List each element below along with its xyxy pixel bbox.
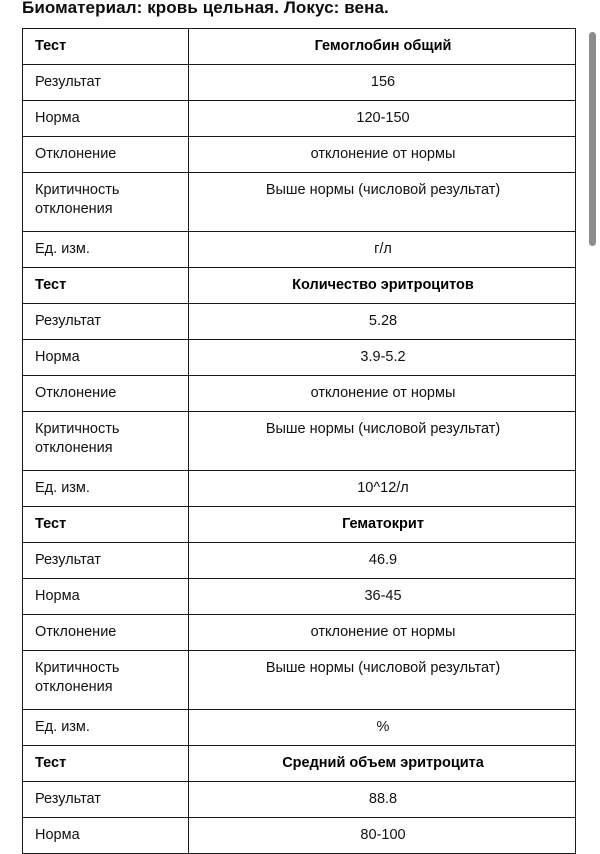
norm-value: 36-45 bbox=[189, 579, 576, 615]
row-label-criticality: Критичность отклонения bbox=[23, 651, 189, 710]
result-value: 88.8 bbox=[189, 782, 576, 818]
row-label-deviation: Отклонение bbox=[23, 376, 189, 412]
table-row bbox=[23, 507, 576, 543]
table-row bbox=[23, 101, 576, 137]
row-label-result: Результат bbox=[23, 782, 189, 818]
table-row bbox=[23, 471, 576, 507]
table-row bbox=[23, 651, 576, 710]
row-label-test: Тест bbox=[23, 507, 189, 543]
vertical-scrollbar[interactable] bbox=[586, 0, 600, 774]
result-value: 5.28 bbox=[189, 304, 576, 340]
row-label-test: Тест bbox=[23, 746, 189, 782]
table-row bbox=[23, 29, 576, 65]
table-row bbox=[23, 710, 576, 746]
row-label-criticality: Критичность отклонения bbox=[23, 412, 189, 471]
table-row bbox=[23, 232, 576, 268]
row-label-deviation: Отклонение bbox=[23, 137, 189, 173]
test-name-value: Средний объем эритроцита bbox=[189, 746, 576, 782]
row-label-norm: Норма bbox=[23, 340, 189, 376]
unit-value: % bbox=[189, 710, 576, 746]
criticality-value: Выше нормы (числовой результат) bbox=[189, 173, 576, 232]
table-row bbox=[23, 340, 576, 376]
row-label-norm: Норма bbox=[23, 818, 189, 854]
table-row bbox=[23, 376, 576, 412]
row-label-result: Результат bbox=[23, 543, 189, 579]
deviation-value: отклонение от нормы bbox=[189, 615, 576, 651]
unit-value: 10^12/л bbox=[189, 471, 576, 507]
table-row bbox=[23, 173, 576, 232]
table-row bbox=[23, 818, 576, 854]
lab-results-body bbox=[23, 29, 576, 854]
row-label-result: Результат bbox=[23, 65, 189, 101]
norm-value: 120-150 bbox=[189, 101, 576, 137]
table-row bbox=[23, 746, 576, 782]
table-row bbox=[23, 65, 576, 101]
table-row bbox=[23, 782, 576, 818]
norm-value: 80-100 bbox=[189, 818, 576, 854]
criticality-value: Выше нормы (числовой результат) bbox=[189, 651, 576, 710]
result-value: 46.9 bbox=[189, 543, 576, 579]
row-label-unit: Ед. изм. bbox=[23, 232, 189, 268]
result-value: 156 bbox=[189, 65, 576, 101]
row-label-result: Результат bbox=[23, 304, 189, 340]
row-label-unit: Ед. изм. bbox=[23, 710, 189, 746]
table-row bbox=[23, 412, 576, 471]
test-name-value: Гематокрит bbox=[189, 507, 576, 543]
table-row bbox=[23, 137, 576, 173]
row-label-norm: Норма bbox=[23, 579, 189, 615]
row-label-norm: Норма bbox=[23, 101, 189, 137]
test-name-value: Количество эритроцитов bbox=[189, 268, 576, 304]
table-row bbox=[23, 543, 576, 579]
unit-value: г/л bbox=[189, 232, 576, 268]
deviation-value: отклонение от нормы bbox=[189, 137, 576, 173]
row-label-unit: Ед. изм. bbox=[23, 471, 189, 507]
scrollbar-thumb[interactable] bbox=[589, 32, 596, 246]
deviation-value: отклонение от нормы bbox=[189, 376, 576, 412]
row-label-criticality: Критичность отклонения bbox=[23, 173, 189, 232]
row-label-test: Тест bbox=[23, 29, 189, 65]
table-row bbox=[23, 579, 576, 615]
table-row bbox=[23, 268, 576, 304]
table-row bbox=[23, 304, 576, 340]
table-row bbox=[23, 615, 576, 651]
criticality-value: Выше нормы (числовой результат) bbox=[189, 412, 576, 471]
lab-results-table bbox=[22, 28, 576, 854]
row-label-deviation: Отклонение bbox=[23, 615, 189, 651]
test-name-value: Гемоглобин общий bbox=[189, 29, 576, 65]
page-title: Биоматериал: кровь цельная. Локус: вена. bbox=[22, 0, 389, 17]
norm-value: 3.9-5.2 bbox=[189, 340, 576, 376]
row-label-test: Тест bbox=[23, 268, 189, 304]
